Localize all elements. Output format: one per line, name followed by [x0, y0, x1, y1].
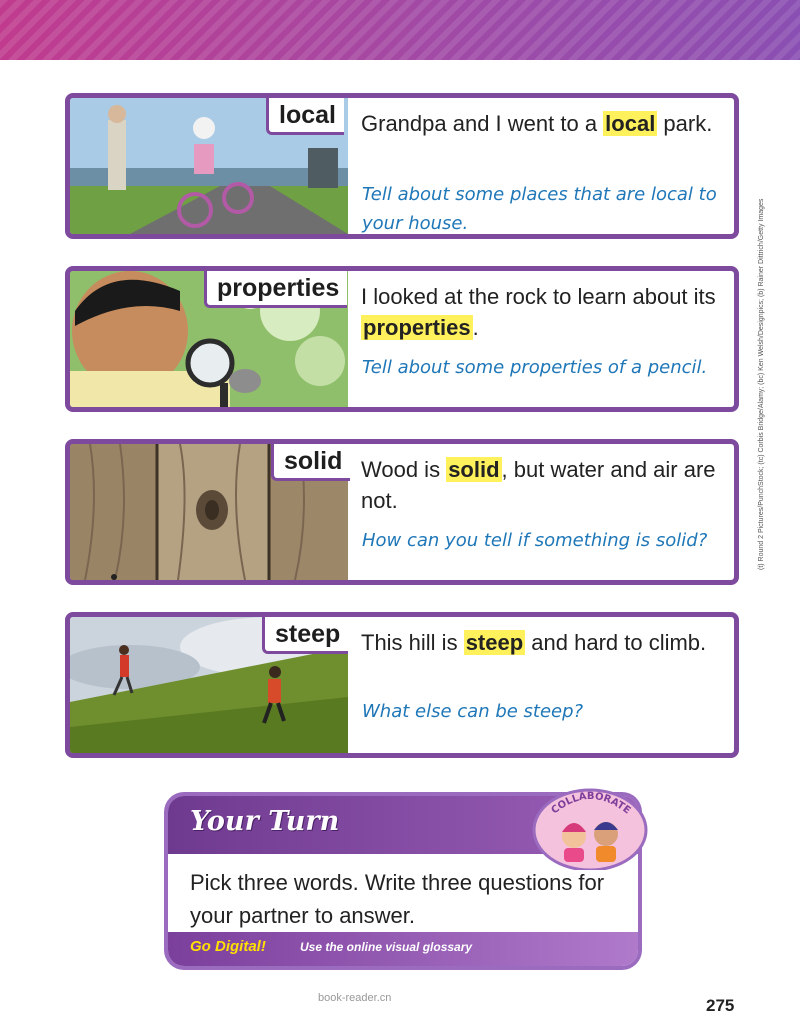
- vocab-word: local: [266, 98, 344, 135]
- vocab-card-local: [65, 93, 739, 239]
- collaborate-label: COLLABORATE: [549, 790, 633, 817]
- vocab-card-solid: [65, 439, 739, 585]
- vocab-card-properties: [65, 266, 739, 412]
- highlighted-word: solid: [448, 457, 500, 482]
- go-digital-bar[interactable]: [168, 932, 638, 966]
- vocab-card-steep: [65, 612, 739, 758]
- discussion-prompt: Tell about some properties of a pencil.: [362, 357, 708, 378]
- vocab-word: steep: [262, 617, 348, 654]
- discussion-prompt: What else can be steep?: [362, 701, 584, 722]
- header-band: [0, 0, 800, 60]
- example-sentence: I looked at the rock to learn about its properties.: [361, 284, 716, 340]
- highlighted-word: properties: [363, 315, 471, 340]
- page-number: 275: [706, 996, 735, 1015]
- collaborate-badge: [530, 778, 650, 870]
- your-turn-instructions: Pick three words. Write three questions for your partner to answer.: [190, 870, 605, 928]
- vocab-word: solid: [271, 444, 350, 481]
- discussion-prompt: Tell about some places that are local to your house.: [362, 184, 717, 234]
- example-sentence: This hill is steep and hard to climb.: [361, 630, 707, 655]
- vocab-word: properties: [204, 271, 347, 308]
- example-sentence: Wood is solid, but water and air are not.: [361, 457, 716, 513]
- photo-credits: (t) Round 2 Pictures/PunchStock; (tc) Corbis Bridge/Alamy; (bc) Ken Welsh/Designpics; (b) Rainer Dittrich/Getty Images: [758, 198, 765, 570]
- your-turn-title: Your Turn: [190, 806, 340, 837]
- discussion-prompt: How can you tell if something is solid?: [362, 530, 708, 551]
- example-sentence: Grandpa and I went to a local park.: [361, 111, 713, 136]
- highlighted-word: steep: [465, 630, 524, 655]
- watermark: book-reader.cn: [318, 992, 392, 1004]
- go-digital-text[interactable]: Use the online visual glossary: [300, 940, 473, 954]
- go-digital-label[interactable]: Go Digital!: [190, 938, 266, 955]
- highlighted-word: local: [605, 111, 656, 136]
